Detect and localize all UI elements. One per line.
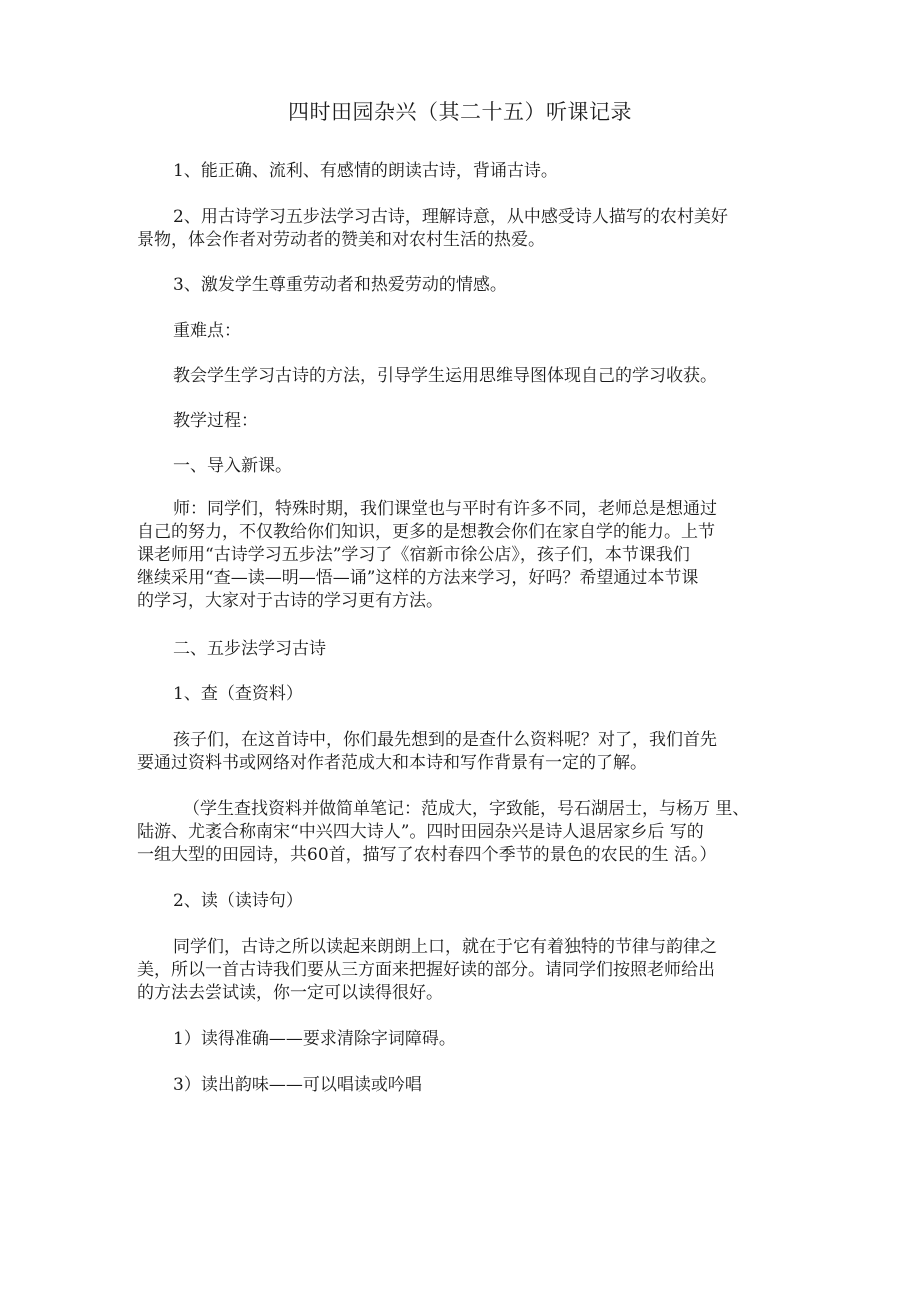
read-requirement-1 <box>137 1028 777 1051</box>
student-notes-paragraph <box>137 798 777 867</box>
text-line: （学生查找资料并做简单笔记：范成大，字致能，号石湖居士，与杨万 里、 <box>183 799 750 819</box>
text-line: 景物，体会作者对劳动者的赞美和对农村生活的热爱。 <box>137 230 545 250</box>
process-heading <box>137 410 777 433</box>
goal-3-paragraph <box>137 274 777 297</box>
text-line: 重难点： <box>173 321 241 341</box>
text-line: 师：同学们，特殊时期，我们课堂也与平时有许多不同，老师总是想通过 <box>173 499 717 519</box>
text-line: 孩子们，在这首诗中，你们最先想到的是查什么资料呢？对了，我们首先 <box>173 730 717 750</box>
text-line: 教学过程： <box>173 411 258 431</box>
teacher-intro-paragraph <box>137 498 777 613</box>
text-line: 教会学生学习古诗的方法，引导学生运用思维导图体现自己的学习收获。 <box>173 366 717 386</box>
text-line: 1）读得准确——要求清除字词障碍。 <box>173 1029 456 1049</box>
text-line: 美，所以一首古诗我们要从三方面来把握好读的部分。请同学们按照老师给出 <box>137 960 715 980</box>
text-line: 要通过资料书或网络对作者范成大和本诗和写作背景有一定的了解。 <box>137 753 647 773</box>
text-line: 2、用古诗学习五步法学习古诗，理解诗意，从中感受诗人描写的农村美好 <box>173 207 728 227</box>
text-line: 陆游、尤袤合称南宋“中兴四大诗人”。四时田园杂兴是诗人退居家乡后 写的 <box>137 822 704 842</box>
section-2-heading <box>137 638 777 661</box>
read-requirement-3 <box>137 1074 777 1097</box>
document-title: 四时田园杂兴（其二十五）听课记录 <box>288 100 632 124</box>
text-line: 一组大型的田园诗，共60首，描写了农村春四个季节的景色的农民的生 活。） <box>137 845 717 865</box>
key-points-heading <box>137 320 777 343</box>
text-line: 的方法去尝试读，你一定可以读得很好。 <box>137 983 443 1003</box>
step-2-heading <box>137 890 777 913</box>
step-2-body <box>137 936 777 1005</box>
text-line: 继续采用“查—读—明—悟—诵”这样的方法来学习，好吗？希望通过本节课 <box>137 568 699 588</box>
key-points-body <box>137 365 777 388</box>
text-line: 2、读（读诗句） <box>173 891 303 911</box>
goal-1-paragraph <box>137 160 777 183</box>
text-line: 自己的努力，不仅教给你们知识，更多的是想教会你们在家自学的能力。上节 <box>137 522 715 542</box>
text-line: 同学们，古诗之所以读起来朗朗上口，就在于它有着独特的节律与韵律之 <box>173 937 717 957</box>
text-line: 3、激发学生尊重劳动者和热爱劳动的情感。 <box>173 275 507 295</box>
text-line: 课老师用“古诗学习五步法”学习了《宿新市徐公店》，孩子们，本节课我们 <box>137 545 690 565</box>
section-1-heading <box>137 455 777 478</box>
text-line: 的学习，大家对于古诗的学习更有方法。 <box>137 591 443 611</box>
goal-2-paragraph <box>137 206 777 252</box>
text-line: 1、能正确、流利、有感情的朗读古诗，背诵古诗。 <box>173 161 558 181</box>
step-1-heading <box>137 683 777 706</box>
text-line: 二、五步法学习古诗 <box>173 639 326 659</box>
text-line: 一、导入新课。 <box>173 456 292 476</box>
text-line: 1、查（查资料） <box>173 684 303 704</box>
step-1-body <box>137 729 777 775</box>
text-line: 3）读出韵味——可以唱读或吟唱 <box>173 1075 422 1095</box>
